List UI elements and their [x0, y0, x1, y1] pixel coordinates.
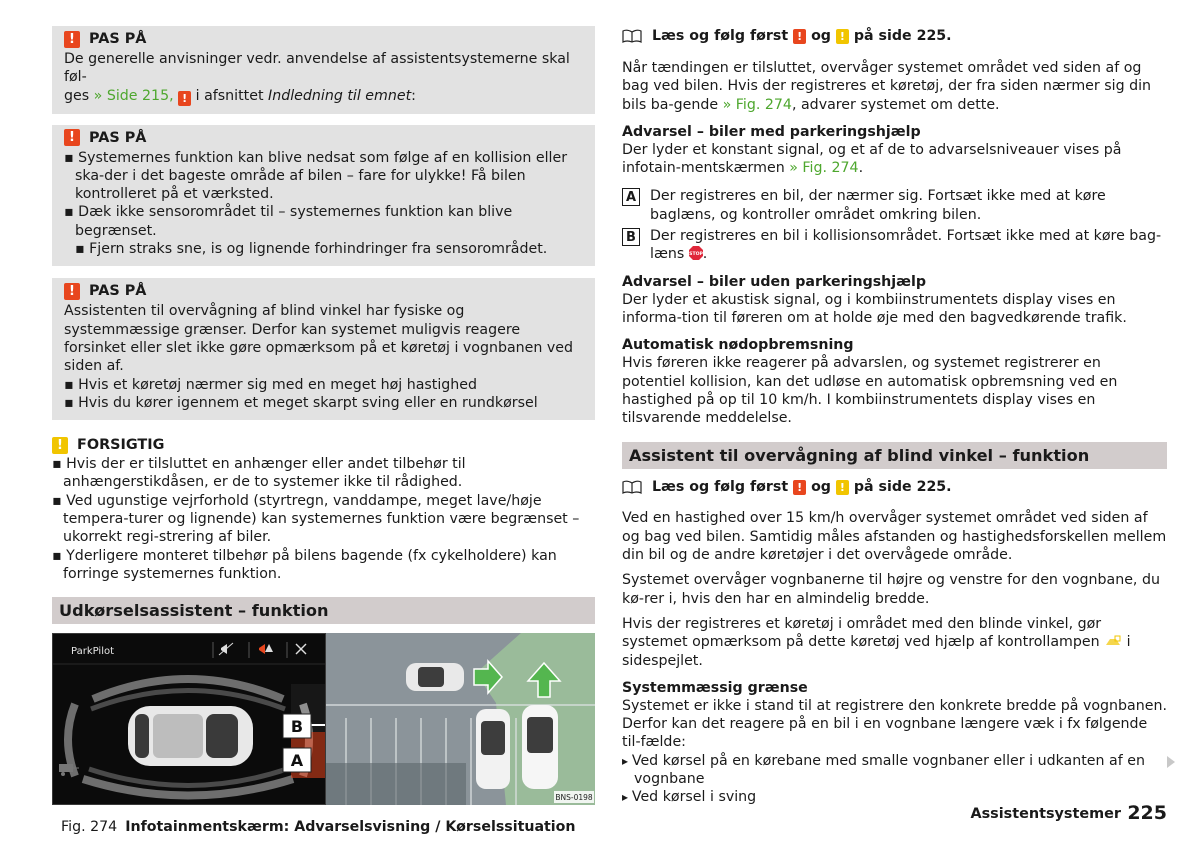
subheading: Systemmæssig grænse: [622, 679, 808, 696]
caution-exclamation-icon: !: [52, 437, 68, 454]
bullet-item: ▪ Ved ugunstige vejrforhold (styrtregn, vanddampe, meget lave/høje tempera-turer og lignende) kan systemernes funktion være begrænset – ukorrekt regi-strering af biler.: [52, 492, 595, 547]
infotainment-screen: [52, 633, 326, 805]
parked-car-own: [522, 705, 558, 789]
letter-a-box: A: [622, 188, 640, 206]
caution-exclamation-icon: !: [836, 480, 849, 495]
paragraph: Der lyder et akustisk signal, og i kombiinstrumentets display vises en informa-tion til føreren om at holde øje med den bagvedkørende trafik.: [622, 291, 1127, 326]
warning-exclamation-icon: !: [793, 29, 806, 44]
left-column: [52, 26, 595, 835]
driving-situation-image: [326, 633, 595, 805]
arrow-list-item: ▸ Ved kørsel i sving: [622, 788, 1167, 806]
subheading: Automatisk nødopbremsning: [622, 337, 854, 354]
parking-scene: [326, 633, 595, 805]
figure-link[interactable]: » Fig. 274: [789, 160, 859, 177]
warning-exclamation-icon: !: [178, 91, 191, 106]
section-heading: Udkørselsassistent – funktion: [52, 597, 595, 624]
bullet-item: ▪ Hvis der er tilsluttet en anhænger eller andet tilbehør til anhængerstikdåsen, er de to systemer ikke til rådighed.: [52, 455, 595, 492]
warning-exclamation-icon: !: [64, 31, 80, 48]
footer-chapter-title: Assistentsystemer: [970, 806, 1121, 822]
paragraph: Der lyder et konstant signal, og et af de to advarselsniveauer vises på infotain-mentskærmen » Fig. 274.: [622, 141, 1122, 177]
blind-spot-warning-lamp-icon: [1104, 635, 1122, 647]
screen-title: ParkPilot: [71, 646, 115, 658]
subheading: Advarsel – biler uden parkeringshjælp: [622, 273, 927, 290]
next-page-arrow-icon: [1167, 756, 1175, 768]
bullet-item: ▪ Hvis du kører igennem et meget skarpt sving eller en rundkørsel: [64, 394, 583, 412]
bullet-item: ▪ Hvis et køretøj nærmer sig med en meget høj hastighed: [64, 376, 583, 394]
warning-box-3: [52, 278, 595, 420]
right-column: [622, 26, 1167, 807]
figure-code: BNS-0198: [555, 793, 593, 803]
close-icon[interactable]: [296, 644, 306, 654]
page-number: 225: [1127, 802, 1167, 824]
paragraph: Ved en hastighed over 15 km/h overvåger systemet området ved siden af og bag ved bilen. Samtidig måles afstanden og hastighedsforskellen mellem din bil og de andre køretøjer i det overvågede område.: [622, 510, 1167, 564]
caution-box: [52, 432, 595, 583]
bullet-item: ▪ Yderligere monteret tilbehør på bilens bagende (fx cykelholdere) kan forringe systemernes funktion.: [52, 547, 595, 584]
paragraph: Systemet er ikke i stand til at registrere den konkrete bredde på vognbanen. Derfor kan det reagere på en bil i en vognbane længere væk i fx følgende til-fælde:: [622, 697, 1167, 751]
warning-title: PAS PÅ: [89, 283, 147, 300]
warning-box-2: [52, 125, 595, 267]
arrow-list-item: ▸ Ved kørsel på en kørebane med smalle vognbaner eller i udkanten af en vognbane: [622, 752, 1167, 789]
warning-exclamation-icon: !: [793, 480, 806, 495]
bullet-subitem: ▪ Fjern straks sne, is og lignende forhindringer fra sensorområdet.: [64, 240, 583, 258]
warning-exclamation-icon: !: [64, 129, 80, 146]
park-pilot-display: [53, 634, 325, 804]
zone-label-a: A: [290, 751, 304, 771]
subheading: Advarsel – biler med parkeringshjælp: [622, 123, 921, 140]
stop-icon: [689, 246, 703, 260]
approaching-car: [406, 663, 464, 691]
warning-text: Assistenten til overvågning af blind vinkel har fysiske og systemmæssige grænser. Derfor kan systemet muligvis reagere forsinket eller slet ikke gøre opmærksom på et køretøj i vognbanen ved siden af.: [64, 303, 574, 375]
parked-car-left: [476, 709, 510, 789]
read-first-line: Læs og følg først ! og ! på side 225.: [622, 26, 1167, 46]
sensor-view-icon[interactable]: [259, 644, 273, 654]
caution-exclamation-icon: !: [836, 29, 849, 44]
section-heading: Assistent til overvågning af blind vinkel – funktion: [622, 442, 1167, 469]
warning-title: PAS PÅ: [89, 31, 147, 47]
paragraph: Hvis føreren ikke reagerer på advarslen, og systemet registrerer en potentiel kollision, kan det udløse en automatisk opbremsning ved en hastighed på op til 10 km/h. I kombiinstrumentets display vises en tilsvarende meddelelse.: [622, 355, 1118, 427]
svg-text:STOP: STOP: [688, 252, 703, 258]
list-item-a: A Der registreres en bil, der nærmer sig. Fortsæt ikke med at køre baglæns, og kontroller området omkring bilen.: [622, 187, 1167, 224]
warning-exclamation-icon: !: [64, 283, 80, 300]
warning-box-1: [52, 26, 595, 114]
sound-off-icon[interactable]: [219, 643, 233, 655]
book-icon: [622, 29, 642, 43]
list-item-b: B Der registreres en bil i kollisionsområdet. Fortsæt ikke med at køre bag-læns STOP .: [622, 227, 1167, 264]
caution-title: FORSIGTIG: [77, 437, 165, 454]
bullet-item: ▪ Dæk ikke sensorområdet til – systemernes funktion kan blive begrænset.: [64, 203, 583, 240]
paragraph: Når tændingen er tilsluttet, overvåger systemet området ved siden af og bag ved bilen. Hvis der registreres et køretøj, der fra siden nærmer sig din bils ba-gende » Fig. 274, advarer systemet om dette.: [622, 60, 1152, 113]
book-icon: [622, 480, 642, 494]
figure-link[interactable]: » Fig. 274: [722, 96, 792, 113]
paragraph: Systemet overvåger vognbanerne til højre og venstre for den vognbane, du kø-rer i, hvis den har en almindelig bredde.: [622, 572, 1160, 607]
zone-label-b: B: [290, 717, 304, 737]
page-link[interactable]: » Side 215,: [93, 87, 174, 104]
figure-caption: Fig. 274 Infotainmentskærm: Advarselsvisning / Kørselssituation: [61, 819, 576, 836]
bullet-item: ▪ Systemernes funktion kan blive nedsat som følge af en kollision eller ska-der i det bageste område af bilen – fare for ulykke! Få bilen kontrolleret på et værksted.: [64, 149, 583, 204]
figure-274: [52, 633, 595, 805]
letter-b-box: B: [622, 228, 640, 246]
warning-title: PAS PÅ: [89, 129, 147, 146]
car-top-view-icon: [128, 706, 253, 766]
warning-text: De generelle anvisninger vedr. anvendelse af assistentsystemerne skal føl- ges » Side 215, ! i afsnittet Indledning til emnet:: [64, 51, 570, 105]
read-first-line: Læs og følg først ! og ! på side 225.: [622, 477, 1167, 497]
paragraph: Hvis der registreres et køretøj i området med den blinde vinkel, gør systemet opmærksom på dette køretøj ved hjælp af kontrollampen i sidespejlet.: [622, 615, 1131, 669]
